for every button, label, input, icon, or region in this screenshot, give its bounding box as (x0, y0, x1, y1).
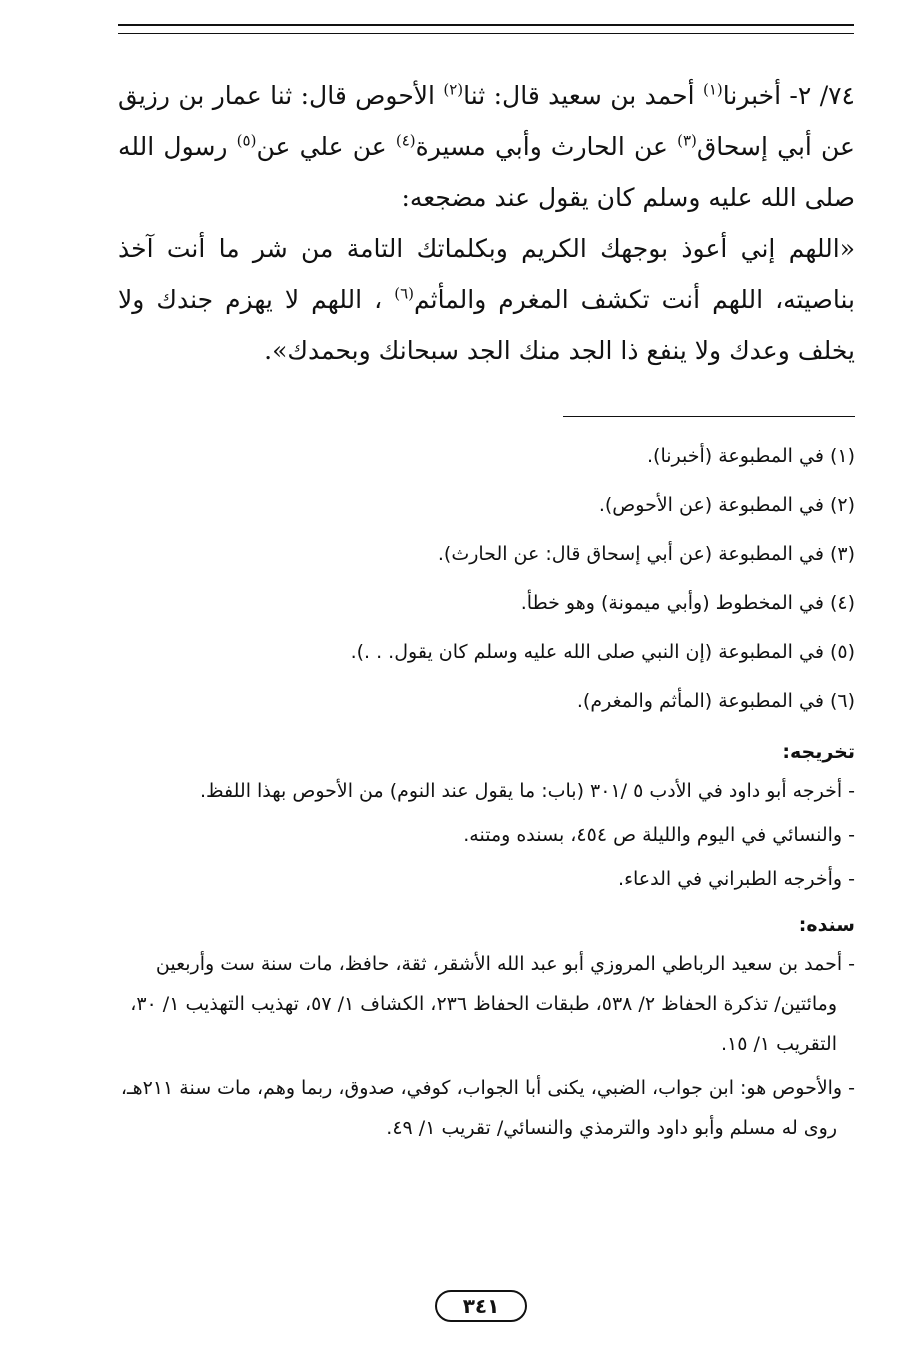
footnote: (٤) في المخطوط (وأبي ميمونة) وهو خطأ. (520, 592, 855, 614)
header-rule-thick (118, 24, 854, 26)
hadith-isnad: ٧٤/ ٢- أخبرنا$^{(١)}$ أحمد بن سعيد قال: ثنا$^{(٢)}$ الأحوص قال: ثنا عمار بن رزيق عن أبي إسحاق$^{(٣)}$ عن الحارث وأبي مسيرة$^{(٤)}$ عن علي عن$^{(٥)}$ رسول الله صلى الله عليه وسلم كان يقول عند مضجعه: (118, 80, 855, 212)
footnote-ref-3: (٣) (677, 131, 697, 150)
notes-section (118, 432, 855, 1148)
hadith-number: ٧٤/ ٢ (797, 81, 855, 110)
takhrij-item: - والنسائي في اليوم والليلة ص ٤٥٤، بسنده ومتنه. (463, 824, 855, 846)
sanad-item: - أحمد بن سعيد الرباطي المروزي أبو عبد الله الأشقر، ثقة، حافظ، مات سنة ست وأربعين ومائتين/ تذكرة الحفاظ ٢/ ٥٣٨، طبقات الحفاظ ٢٣٦، الكشاف ١/ ٥٧، تهذيب التهذيب ١/ ٣٠، التقريب ١/ ١٥. (130, 953, 855, 1055)
footnote: (٦) في المطبوعة (المأثم والمغرم). (576, 690, 855, 712)
footnote: (٥) في المطبوعة (إن النبي صلى الله عليه وسلم كان يقول. . .). (350, 641, 855, 663)
footnote: (١) في المطبوعة (أخبرنا). (647, 445, 855, 467)
sanad-heading: سنده: (798, 914, 855, 936)
footnote-ref-6: (٦) (394, 284, 414, 303)
takhrij-heading: تخريجه: (782, 741, 855, 763)
hadith-matn: «اللهم إني أعوذ بوجهك الكريم وبكلماتك التامة من شر ما أنت آخذ بناصيته، اللهم أنت تكشف المغرم والمأثم$^{(٦)}$ ، اللهم لا يهزم جندك ولا يخلف وعدك ولا ينفع ذا الجد منك الجد سبحانك وبحمدك». (118, 234, 855, 365)
footnote: (٣) في المطبوعة (عن أبي إسحاق قال: عن الحارث). (437, 543, 855, 565)
footnote-ref-2: (٢) (443, 80, 464, 99)
footnote-separator (563, 416, 855, 417)
sanad-item: - والأحوص هو: ابن جواب، الضبي، يكنى أبا الجواب، كوفي، صدوق، ربما وهم، مات سنة ٢١١هـ، روى له مسلم وأبو داود والترمذي والنسائي/ تقريب ١/ ٤٩. (120, 1077, 855, 1139)
takhrij-item: - أخرجه أبو داود في الأدب ٥ /٣٠١ (باب: ما يقول عند النوم) من الأحوص بهذا اللفظ. (199, 780, 855, 802)
footnote: (٢) في المطبوعة (عن الأحوص). (598, 494, 855, 516)
footnote-ref-5: (٥) (236, 131, 257, 150)
takhrij-item: - وأخرجه الطبراني في الدعاء. (618, 868, 855, 890)
footnote-ref-1: (١) (702, 80, 723, 99)
hadith-text (118, 70, 855, 376)
footnote-ref-4: (٤) (395, 131, 416, 150)
header-rule-thin (118, 33, 854, 34)
page-number: ٣٤١ (435, 1290, 527, 1322)
